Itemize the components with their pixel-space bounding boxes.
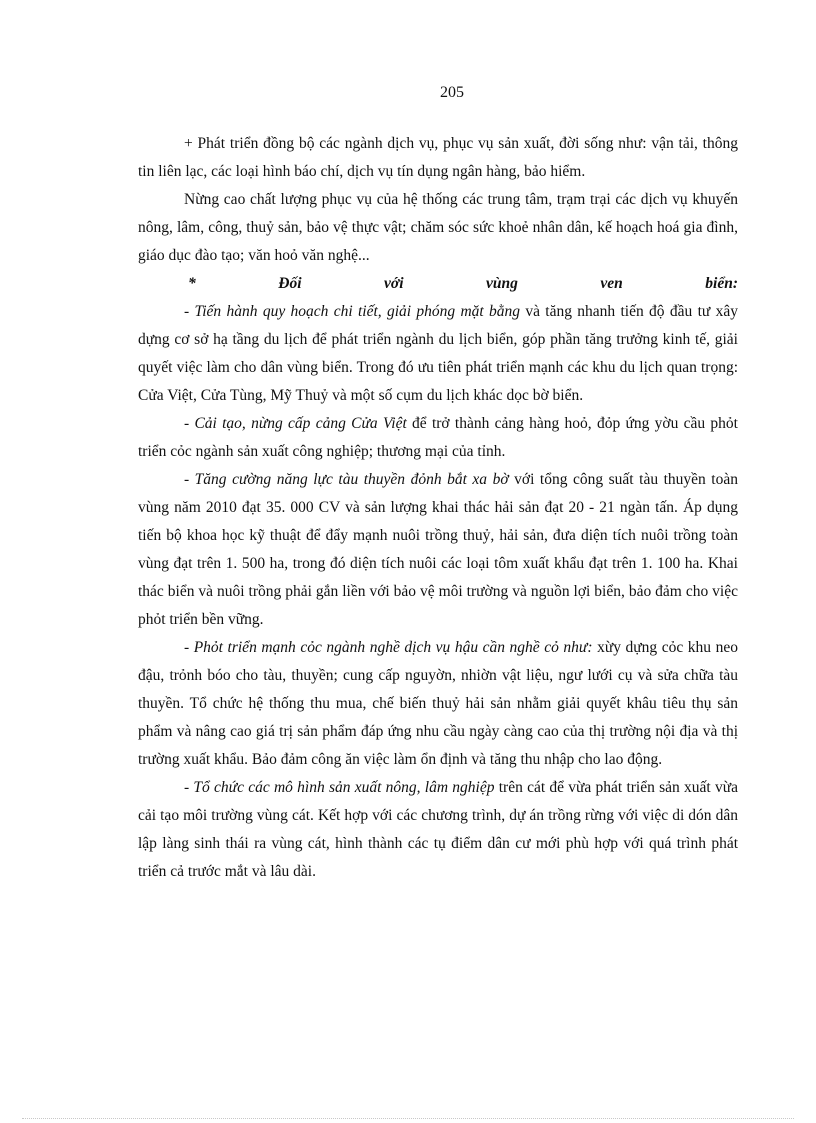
section-heading [138, 270, 738, 298]
paragraph-text: Nừng cao chất lượng phục vụ của hệ thống các trung tâm, trạm trại các dịch vụ khuyến nông, lâm, công, thuỷ sản, bảo vệ thực vật; chăm sóc sức khoẻ nhân dân, kế hoạch hoá gia đình, giáo dục đào tạo; văn hoỏ văn nghệ... [138, 191, 738, 264]
paragraph [138, 634, 738, 774]
heading-word: Đối [278, 275, 302, 292]
paragraph-text: xừy dựng cỏc khu neo đậu, trỏnh bóo cho tàu, thuyền; cung cấp nguyờn, nhiờn vật liệu, ngư lưới cụ và sửa chữa tàu thuyền. Tổ chức hệ thống thu mua, chế biến thuỷ hải sản nhằm giải quyết khâu tiêu thụ sản phẩm và nâng cao giá trị sản phẩm đáp ứng nhu cầu ngày càng cao của thị trường nội địa và thị trường xuất khẩu. Bảo đảm công ăn việc làm ổn định và tăng thu nhập cho lao động. [138, 639, 738, 768]
paragraph [138, 298, 738, 410]
paragraph-lead: - Tổ chức các mô hình sản xuất nông, lâm nghiệp [184, 779, 495, 796]
paragraph-text: + Phát triển đồng bộ các ngành dịch vụ, phục vụ sản xuất, đời sống như: vận tải, thông tin liên lạc, các loại hình báo chí, dịch vụ tín dụng ngân hàng, bảo hiểm. [138, 135, 738, 180]
paragraph-text: và tăng nhanh tiến độ đầu tư xây dựng cơ sở hạ tầng du lịch để phát triển ngành du lịch biển, góp phần tăng trưởng kinh tế, giải quyết việc làm cho dân vùng biển. Trong đó ưu tiên phát triển mạnh các khu du lịch quan trọng: Cửa Việt, Cửa Tùng, Mỹ Thuỷ và một số cụm du lịch khác dọc bờ biển. [138, 303, 738, 404]
paragraph-text: để trở thành cảng hàng hoỏ, đỏp ứng yờu cầu phỏt triển cỏc ngành sản xuất công nghiệp; thương mại của tỉnh. [138, 415, 738, 460]
paragraph-lead: - Phỏt triển mạnh cỏc ngành nghề dịch vụ hậu cần nghề cỏ như: [184, 639, 593, 656]
paragraph-lead: - Cải tạo, nừng cấp cảng Cửa Việt [184, 415, 407, 432]
paragraph [138, 774, 738, 886]
heading-word: biển: [705, 275, 738, 292]
paragraph-text: trên cát để vừa phát triển sản xuất vừa cải tạo môi trường vùng cát. Kết hợp với các chương trình, dự án trồng rừng với việc di dón dân lập làng sinh thái ra vùng cát, hình thành các tụ điểm dân cư mới phù hợp với quá trình phát triển cả trước mắt và lâu dài. [138, 779, 738, 880]
paragraph-text: với tổng công suất tàu thuyền toàn vùng năm 2010 đạt 35. 000 CV và sản lượng khai thác hải sản đạt 20 - 21 ngàn tấn. Áp dụng tiến bộ khoa học kỹ thuật để đẩy mạnh nuôi trồng thuỷ, hải sản, đưa diện tích nuôi trồng toàn vùng đạt trên 1. 500 ha, trong đó diện tích nuôi các loại tôm xuất khẩu đạt trên 1. 100 ha. Khai thác biển và nuôi trồng phải gắn liền với bảo vệ môi trường và nguồn lợi biển, bảo đảm cho việc phỏt triển bền vững. [138, 471, 738, 628]
paragraph [138, 410, 738, 466]
heading-word: với [384, 275, 404, 292]
paragraph [138, 130, 738, 186]
body-text [138, 130, 738, 886]
paragraph-lead: - Tăng cường năng lực tàu thuyền đỏnh bắt xa bờ [184, 471, 509, 488]
paragraph-lead: - Tiến hành quy hoạch chi tiết, giải phóng mặt bằng [184, 303, 521, 320]
heading-word: * [188, 275, 196, 292]
heading-word: vùng [486, 275, 518, 292]
page-bottom-rule [22, 1118, 794, 1119]
heading-word: ven [600, 275, 623, 292]
paragraph [138, 466, 738, 634]
paragraph [138, 186, 738, 270]
page-number: 205 [440, 84, 464, 101]
